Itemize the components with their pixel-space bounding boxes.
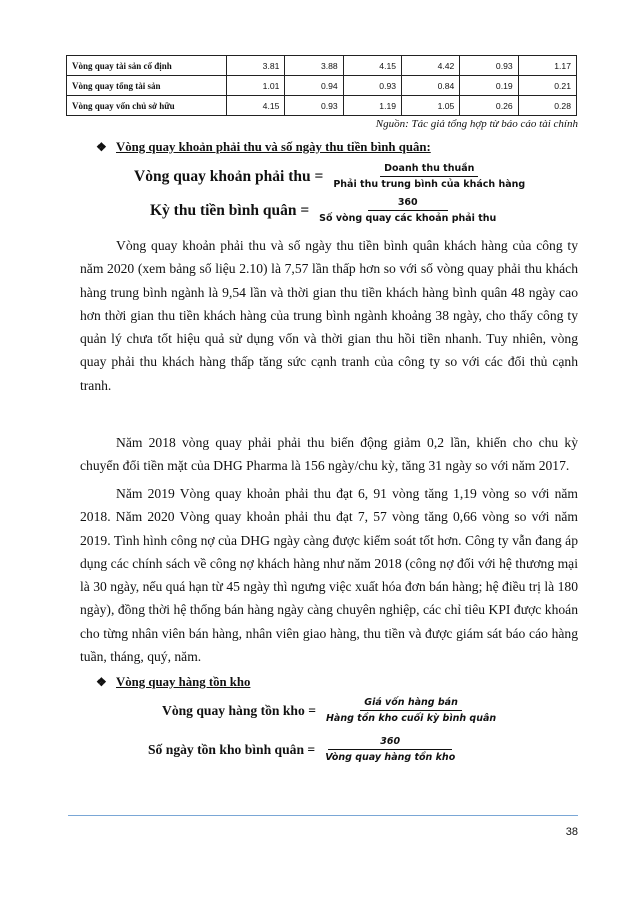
fraction-numerator: 360: [328, 736, 452, 750]
table-cell: 0.93: [460, 56, 518, 76]
fraction: [321, 736, 459, 763]
table-cell: 3.81: [227, 56, 285, 76]
diamond-bullet-icon: ❖: [96, 140, 107, 154]
row-label: Vòng quay tổng tài sản: [67, 76, 227, 96]
footer-divider: [68, 815, 578, 816]
table-cell: 4.15: [227, 96, 285, 116]
fraction-denominator: Vòng quay hàng tồn kho: [325, 752, 456, 763]
section-heading-text: Vòng quay khoản phải thu và số ngày thu tiền bình quân:: [116, 140, 431, 154]
section-heading-receivables: [96, 140, 431, 155]
table-cell: 1.19: [343, 96, 401, 116]
formula-lhs: Vòng quay khoản phải thu =: [134, 167, 324, 185]
source-note: Nguồn: Tác giả tổng hợp từ báo cáo tài chính: [375, 118, 578, 130]
paragraph: Vòng quay khoản phải thu và số ngày thu tiền bình quân khách hàng của công ty năm 2020 (xem bảng số liệu 2.10) là 7,57 lần thấp hơn so với số vòng quay phải thu khách hàng trung bình ngành là 9,54 lần và thời gian thu tiền khách hàng bình quân 48 ngày cao hơn thời gian thu tiền khách hàng của trung bình ngành khoảng 38 ngày, cho thấy công ty quản lý chưa tốt hiệu quả sử dụng vốn và thời gian thu hồi tiền nhanh. Tuy nhiên, vòng quay phải thu khách hàng thấp tăng sức cạnh tranh của công ty so với các đối thủ cạnh tranh.: [80, 238, 578, 393]
ratio-table: [66, 55, 577, 116]
formula-lhs: Số ngày tồn kho bình quân =: [148, 741, 316, 757]
fraction: [329, 163, 529, 190]
page-number: 38: [565, 826, 578, 838]
table-cell: 0.26: [460, 96, 518, 116]
fraction-numerator: 360: [368, 197, 448, 211]
fraction-denominator: Số vòng quay các khoản phải thu: [319, 213, 497, 224]
table-cell: 4.42: [402, 56, 460, 76]
table-cell: 0.84: [402, 76, 460, 96]
row-label: Vòng quay tài sản cố định: [67, 56, 227, 76]
table-cell: 0.93: [343, 76, 401, 96]
fraction-numerator: Giá vốn hàng bán: [360, 697, 462, 711]
section-heading-inventory: [96, 675, 250, 690]
paragraph: Năm 2018 vòng quay phải phải thu biến động giảm 0,2 lần, khiến cho chu kỳ chuyển đổi tiền mặt của DHG Pharma là 156 ngày/chu kỳ, tăng 31 ngày so với năm 2017.: [80, 435, 578, 474]
table-cell: 0.28: [518, 96, 576, 116]
fraction: [322, 697, 500, 724]
formula-lhs: Vòng quay hàng tồn kho =: [162, 702, 316, 718]
fraction-numerator: Doanh thu thuần: [380, 163, 478, 177]
table-row: [67, 56, 577, 76]
fraction-denominator: Phải thu trung bình của khách hàng: [333, 179, 526, 190]
table-cell: 0.94: [285, 76, 343, 96]
table-cell: 0.21: [518, 76, 576, 96]
formula-collection-period: [150, 197, 500, 224]
table-row: [67, 76, 577, 96]
table-cell: 0.19: [460, 76, 518, 96]
paragraph: Năm 2019 Vòng quay khoản phải thu đạt 6, 91 vòng tăng 1,19 vòng so với năm 2018. Năm 2020 Vòng quay khoản phải thu đạt 7, 57 vòng tăng 0,66 vòng so với năm 2019. Tình hình công nợ của DHG ngày càng được kiểm soát tốt hơn. Công ty vẫn đang áp dụng các chính sách về công nợ khách hàng như năm 2018 (công nợ đối với hệ thương mại là 30 ngày, nếu quá hạn từ 45 ngày thì ngưng việc xuất hóa đơn bán hàng; hệ điều trị là 180 ngày), đồng thời hệ thống bán hàng ngày càng chuyên nghiệp, các chỉ tiêu KPI được khoán cho từng nhân viên bán hàng, nhân viên giao hàng, thu tiền và được giám sát báo cáo hàng tuần, tháng, quý, năm.: [80, 486, 578, 665]
table-row: [67, 96, 577, 116]
table-cell: 1.05: [402, 96, 460, 116]
table-cell: 0.93: [285, 96, 343, 116]
financial-ratio-table: [66, 55, 577, 116]
table-cell: 1.01: [227, 76, 285, 96]
formula-days-inventory: [148, 736, 459, 763]
table-cell: 3.88: [285, 56, 343, 76]
table-cell: 4.15: [343, 56, 401, 76]
diamond-bullet-icon: ❖: [96, 675, 107, 689]
formula-lhs: Kỳ thu tiền bình quân =: [150, 201, 310, 219]
section-heading-text: Vòng quay hàng tồn kho: [116, 675, 251, 689]
fraction: [315, 197, 500, 224]
fraction-denominator: Hàng tồn kho cuối kỳ bình quân: [325, 713, 497, 724]
row-label: Vòng quay vốn chủ sở hữu: [67, 96, 227, 116]
table-cell: 1.17: [518, 56, 576, 76]
formula-receivable-turnover: [134, 163, 529, 190]
formula-inventory-turnover: [162, 697, 500, 724]
